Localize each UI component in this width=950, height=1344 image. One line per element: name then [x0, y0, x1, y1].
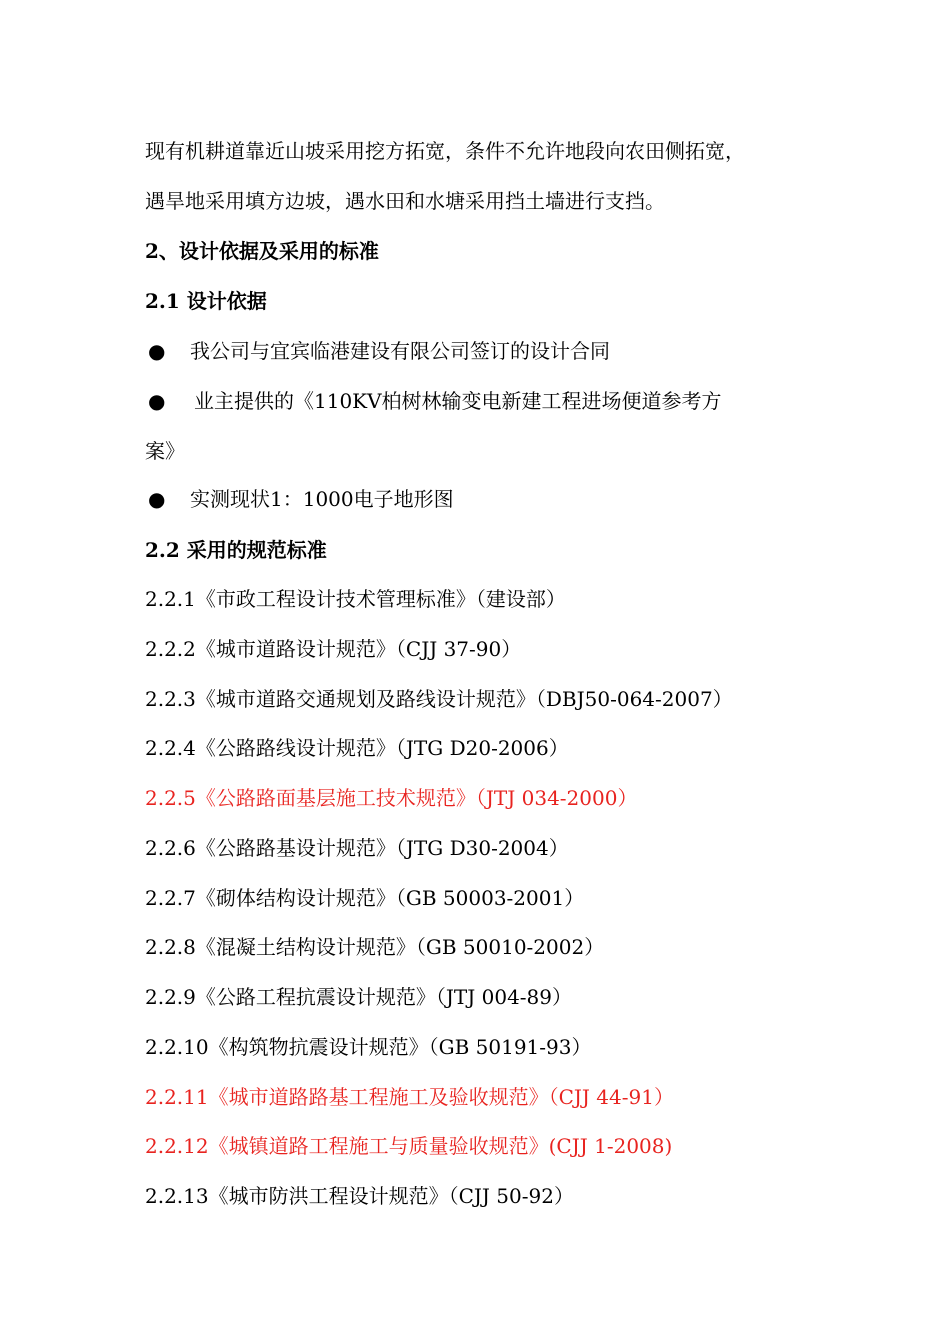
standard-item: 2.2.7《砌体结构设计规范》（GB 50003-2001）: [145, 886, 585, 910]
standard-item-highlighted: 2.2.12《城镇道路工程施工与质量验收规范》(CJJ 1-2008): [145, 1134, 673, 1158]
standard-item: 2.2.4《公路路线设计规范》（JTG D20-2006）: [145, 736, 569, 760]
standard-item: 2.2.9《公路工程抗震设计规范》（JTJ 004-89）: [145, 985, 573, 1009]
subsection-heading-standards: 2.2 采用的规范标准: [145, 538, 327, 562]
standard-item-highlighted: 2.2.5《公路路面基层施工技术规范》（JTJ 034-2000）: [145, 786, 638, 810]
basis-item-1: 我公司与宜宾临港建设有限公司签订的设计合同: [190, 339, 610, 363]
bullet-icon: ●: [148, 487, 166, 511]
bullet-icon: ●: [148, 389, 166, 413]
basis-item-2-continuation: 案》: [145, 439, 185, 463]
standard-item-highlighted: 2.2.11《城市道路路基工程施工及验收规范》（CJJ 44-91）: [145, 1085, 674, 1109]
standard-item: 2.2.13《城市防洪工程设计规范》（CJJ 50-92）: [145, 1184, 574, 1208]
intro-line-2: 遇旱地采用填方边坡，遇水田和水塘采用挡土墙进行支挡。: [145, 189, 665, 213]
subsection-heading-basis: 2.1 设计依据: [145, 289, 267, 313]
intro-line-1: 现有机耕道靠近山坡采用挖方拓宽，条件不允许地段向农田侧拓宽，: [145, 139, 745, 163]
section-heading: 2、设计依据及采用的标准: [145, 239, 379, 263]
basis-item-2: 业主提供的《110KV柏树林输变电新建工程进场便道参考方: [194, 389, 722, 413]
bullet-icon: ●: [148, 339, 166, 363]
standard-item: 2.2.3《城市道路交通规划及路线设计规范》（DBJ50-064-2007）: [145, 687, 733, 711]
standard-item: 2.2.8《混凝土结构设计规范》（GB 50010-2002）: [145, 935, 605, 959]
standard-item: 2.2.6《公路路基设计规范》（JTG D30-2004）: [145, 836, 569, 860]
standard-item: 2.2.2《城市道路设计规范》（CJJ 37-90）: [145, 637, 522, 661]
standard-item: 2.2.1《市政工程设计技术管理标准》（建设部）: [145, 587, 566, 611]
basis-item-3: 实测现状1：1000电子地形图: [190, 487, 454, 511]
standard-item: 2.2.10《构筑物抗震设计规范》（GB 50191-93）: [145, 1035, 592, 1059]
